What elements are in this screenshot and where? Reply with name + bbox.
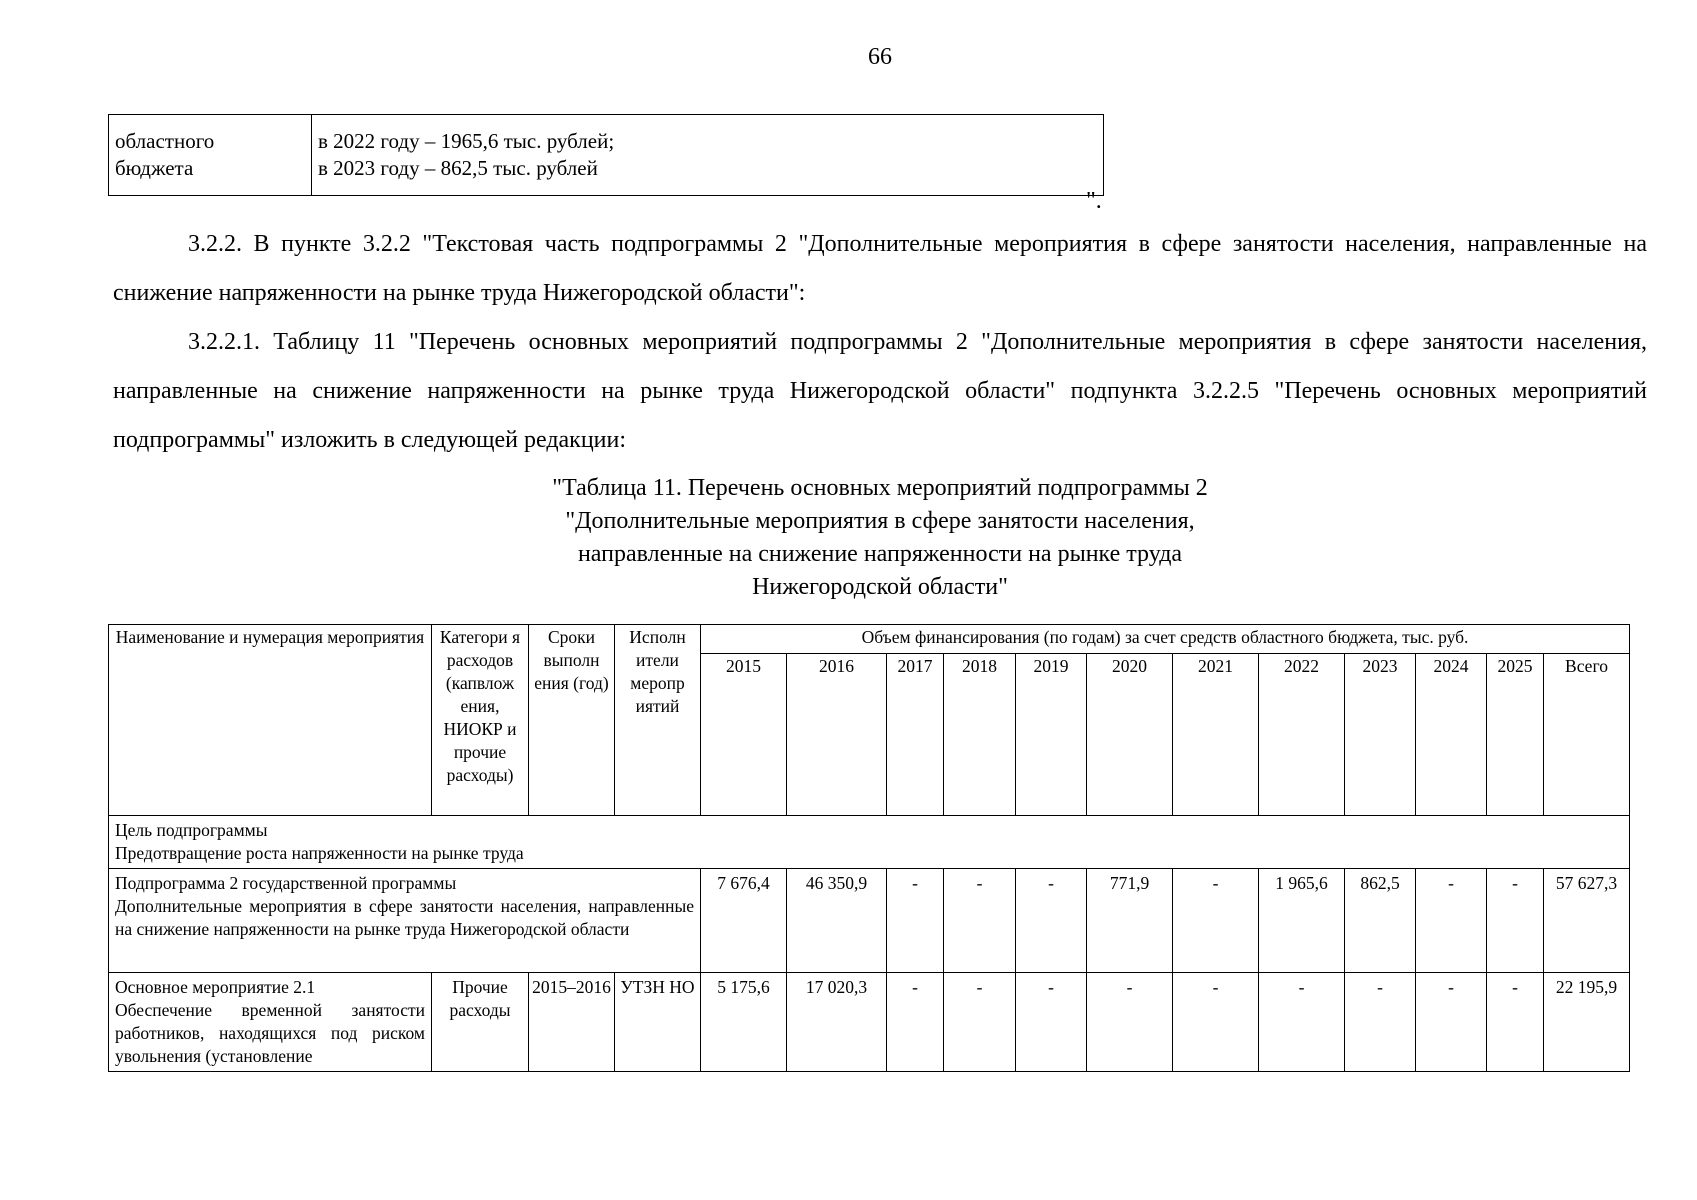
header-year: 2022 xyxy=(1259,654,1345,816)
measure-value: - xyxy=(887,973,944,1072)
closing-quote: ". xyxy=(1086,188,1102,214)
budget-value-line: в 2023 году – 862,5 тыс. рублей xyxy=(318,156,598,180)
measure-value: - xyxy=(1345,973,1416,1072)
measure-value: - xyxy=(1259,973,1345,1072)
measure-value: - xyxy=(944,973,1016,1072)
subprogram-name-cell xyxy=(109,869,701,973)
header-year: 2021 xyxy=(1173,654,1259,816)
budget-values-cell xyxy=(312,115,1104,196)
measure-value: - xyxy=(1173,973,1259,1072)
measure-value: - xyxy=(1416,973,1487,1072)
measure-value: - xyxy=(1016,973,1087,1072)
subprogram-value: - xyxy=(1016,869,1087,973)
header-executor: Исполн ители меропр иятий xyxy=(615,625,701,816)
caption-line: "Дополнительные мероприятия в сфере занятости населения, xyxy=(565,508,1195,534)
budget-label-line: бюджета xyxy=(115,156,194,180)
caption-line: направленные на снижение напряженности на рынке труда xyxy=(577,541,1183,567)
measure-total: 22 195,9 xyxy=(1544,973,1630,1072)
goal-text: Предотвращение роста напряженности на рынке труда xyxy=(115,843,524,863)
goal-row xyxy=(109,816,1630,869)
measure-name-cell xyxy=(109,973,432,1072)
measure-value: - xyxy=(1087,973,1173,1072)
header-year: 2020 xyxy=(1087,654,1173,816)
budget-label-line: областного xyxy=(115,129,215,153)
header-year: 2015 xyxy=(701,654,787,816)
subprogram-value: 862,5 xyxy=(1345,869,1416,973)
subprogram-value: - xyxy=(944,869,1016,973)
header-name: Наименование и нумерация мероприятия xyxy=(109,625,432,816)
subprogram-text: Дополнительные мероприятия в сфере занятости населения, направленные на снижение напряженности на рынке труда Нижегородской области xyxy=(115,896,694,939)
measure-value: 17 020,3 xyxy=(787,973,887,1072)
budget-label-cell xyxy=(109,115,312,196)
caption-line: "Таблица 11. Перечень основных мероприятий подпрограммы 2 xyxy=(552,475,1208,501)
header-year: 2017 xyxy=(887,654,944,816)
measure-period: 2015–2016 xyxy=(529,973,615,1072)
header-year: 2024 xyxy=(1416,654,1487,816)
subprogram-value: 46 350,9 xyxy=(787,869,887,973)
header-category: Категори я расходов (капвлож ения, НИОКР и прочие расходы) xyxy=(432,625,529,816)
header-year: 2023 xyxy=(1345,654,1416,816)
goal-label: Цель подпрограммы xyxy=(115,820,268,840)
measures-table xyxy=(108,624,1630,1072)
measure-executor: УТЗН НО xyxy=(615,973,701,1072)
subprogram-value: 7 676,4 xyxy=(701,869,787,973)
header-financing: Объем финансирования (по годам) за счет средств областного бюджета, тыс. руб. xyxy=(701,625,1630,654)
header-year: 2019 xyxy=(1016,654,1087,816)
subprogram-value: 1 965,6 xyxy=(1259,869,1345,973)
subprogram-value: - xyxy=(1173,869,1259,973)
measure-title: Основное мероприятие 2.1 xyxy=(115,977,316,997)
header-year: 2018 xyxy=(944,654,1016,816)
caption-line: Нижегородской области" xyxy=(752,574,1008,600)
budget-value-line: в 2022 году – 1965,6 тыс. рублей; xyxy=(318,129,615,153)
header-year: 2016 xyxy=(787,654,887,816)
subprogram-total: 57 627,3 xyxy=(1544,869,1630,973)
subprogram-value: - xyxy=(887,869,944,973)
measure-value: - xyxy=(1487,973,1544,1072)
budget-continuation-table xyxy=(108,114,1104,196)
subprogram-title: Подпрограмма 2 государственной программы xyxy=(115,873,457,893)
page-number: 66 xyxy=(868,44,892,70)
measure-value: 5 175,6 xyxy=(701,973,787,1072)
header-period: Сроки выполн ения (год) xyxy=(529,625,615,816)
subprogram-value: 771,9 xyxy=(1087,869,1173,973)
measure-category: Прочие расходы xyxy=(432,973,529,1072)
subprogram-value: - xyxy=(1487,869,1544,973)
header-year: 2025 xyxy=(1487,654,1544,816)
paragraph-3-2-2-1: 3.2.2.1. Таблицу 11 "Перечень основных мероприятий подпрограммы 2 "Дополнительные мероприятия в сфере занятости населения, направленные на снижение напряженности на рынке труда Нижегородской области" подпункта 3.2.2.5 "Перечень основных мероприятий подпрограммы" изложить в следующей редакции: xyxy=(113,329,1647,453)
subprogram-value: - xyxy=(1416,869,1487,973)
paragraph-3-2-2: 3.2.2. В пункте 3.2.2 "Текстовая часть подпрограммы 2 "Дополнительные мероприятия в сфере занятости населения, направленные на снижение напряженности на рынке труда Нижегородской области": xyxy=(113,231,1647,306)
table-caption xyxy=(450,472,1310,604)
header-total: Всего xyxy=(1544,654,1630,816)
measure-text: Обеспечение временной занятости работников, находящихся под риском увольнения (установление xyxy=(115,1000,425,1066)
